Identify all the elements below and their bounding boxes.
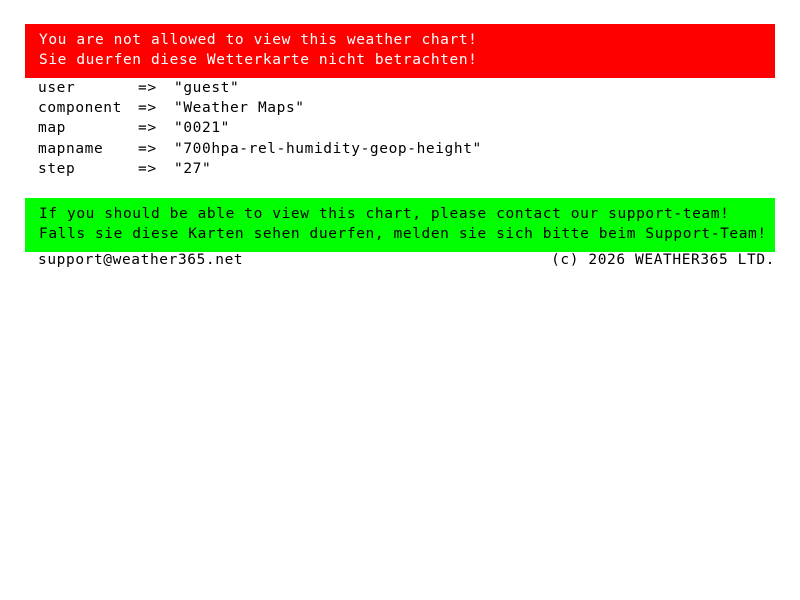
param-value: "700hpa-rel-humidity-geop-height" <box>174 140 482 157</box>
error-banner <box>25 24 775 78</box>
param-arrow: => <box>138 120 157 137</box>
param-key: step <box>38 160 76 177</box>
param-value: "27" <box>174 160 212 177</box>
param-arrow: => <box>138 160 157 177</box>
table-row <box>38 78 482 98</box>
info-banner-line-de: Falls sie diese Karten sehen duerfen, melden sie sich bitte beim Support-Team! <box>39 226 767 242</box>
error-banner-line-de: Sie duerfen diese Wetterkarte nicht betrachten! <box>39 52 478 68</box>
error-banner-line-en: You are not allowed to view this weather chart! <box>39 32 478 48</box>
param-key: mapname <box>38 140 104 157</box>
param-arrow: => <box>138 80 157 96</box>
table-row <box>38 159 482 179</box>
param-arrow: => <box>138 100 157 117</box>
support-email-link[interactable]: support@weather365.net <box>38 252 244 268</box>
param-key: user <box>38 80 76 96</box>
footer <box>38 250 775 270</box>
param-value: "Weather Maps" <box>174 100 305 117</box>
param-value: "guest" <box>174 80 240 96</box>
copyright-notice: (c) 2026 WEATHER365 LTD. <box>551 252 775 268</box>
param-key: map <box>38 120 66 137</box>
param-value: "0021" <box>174 120 230 137</box>
param-key: component <box>38 100 122 117</box>
table-row <box>38 139 482 159</box>
parameter-list <box>38 78 482 179</box>
table-row <box>38 98 482 118</box>
info-banner-line-en: If you should be able to view this chart, please contact our support-team! <box>39 206 730 222</box>
param-arrow: => <box>138 140 157 157</box>
info-banner <box>25 198 775 252</box>
table-row <box>38 118 482 138</box>
